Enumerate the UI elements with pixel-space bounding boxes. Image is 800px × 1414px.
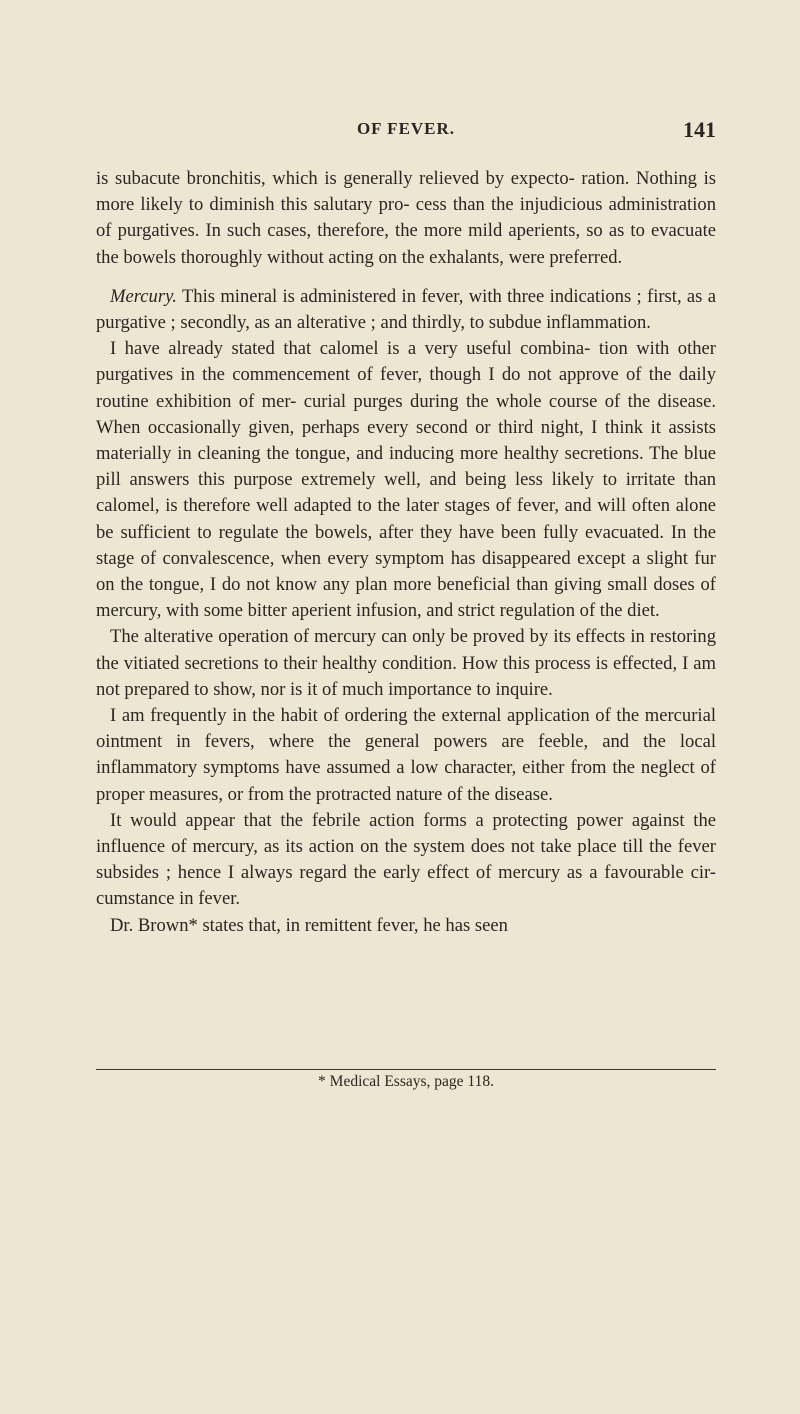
section-lead-mercury: Mercury. — [110, 285, 177, 307]
paragraph-7: Dr. Brown* states that, in remittent fever, he has seen — [110, 914, 508, 936]
paragraph-3: I have already stated that calomel is a very useful combina- tion with other purgatives in the commencement of fever, though I do not approve of the daily routine exhibition of mer- curial purges during the whole course of the disease. When occasionally given, perhaps every second or third night, I think it assists materially in cleaning the tongue, and inducing more healthy secretions. The blue pill answers this purpose extremely well, and being less likely to irritate than calomel, is therefore well adapted to the later stages of fever, and will often alone be sufficient to regulate the bowels, after they have been fully evacuated. In the stage of convalescence, when every symptom has disappeared except a slight fur on the tongue, I do not know any plan more beneficial than giving small doses of mercury, with some bitter aperient infusion, and strict regulation of the diet. — [96, 338, 716, 622]
page-number: 141 — [683, 117, 716, 142]
running-head-title: OF FEVER. — [356, 119, 456, 138]
paragraph-1: is subacute bronchitis, which is generally relieved by expecto- ration. Nothing is more likely to diminish this salutary pro- cess than the injudicious administration of purgatives. In such cases, therefore, the more mild aperients, so as to evacuate the bowels thoroughly without acting on the exhalants, were preferred. — [96, 168, 716, 268]
footnote-divider — [96, 1069, 716, 1070]
body-text — [96, 166, 716, 939]
paragraph-mercury-text: This mineral is administered in fever, with three indications ; first, as a purgative ; secondly, as an alterative ; and thirdly, to subdue inflammation. — [96, 285, 716, 334]
running-head — [96, 117, 716, 147]
paragraph-5: I am frequently in the habit of ordering the external application of the mercurial ointment in fevers, where the general powers are feeble, and the local inflammatory symptoms have assumed a low character, either from the neglect of proper measures, or from the protracted nature of the disease. — [96, 705, 716, 805]
paragraph-mercury — [96, 284, 716, 336]
paragraph-6: It would appear that the febrile action forms a protecting power against the influence of mercury, as its action on the system does not take place till the fever subsides ; hence I always regard the early effect of mercury as a favourable cir- cumstance in fever. — [96, 809, 716, 910]
paragraph-4: The alterative operation of mercury can only be proved by its effects in restoring the vitiated secretions to their healthy condition. How this process is effected, I am not prepared to show, nor is it of much importance to inquire. — [96, 626, 716, 700]
footnote: * Medical Essays, page 118. — [318, 1073, 494, 1090]
